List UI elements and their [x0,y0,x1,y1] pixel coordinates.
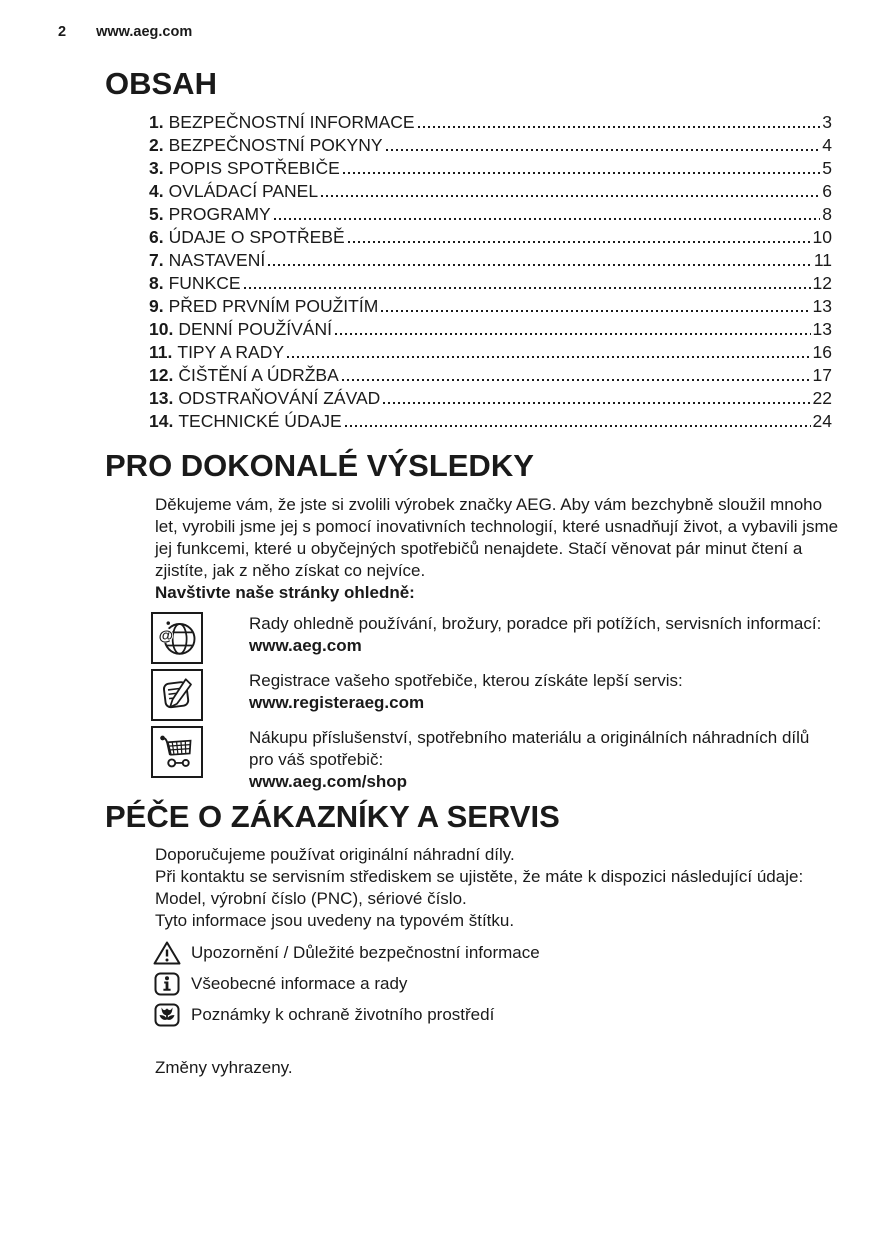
dotted-leader [335,333,811,335]
toc-page-number: 13 [812,296,832,316]
table-of-contents [149,112,832,434]
toc-page-number: 12 [812,273,832,293]
toc-title: OBSAH [105,66,217,101]
site-url: www.aeg.com [96,24,193,40]
legend-text: Všeobecné informace a rady [191,973,408,993]
website-links [151,612,832,793]
page-number: 2 [58,24,67,40]
intro-paragraph [155,494,839,604]
intro-text: Děkujeme vám, že jste si zvolili výrobek značky AEG. Aby vám bezchybně sloužil mnoho let, vyrobili jsme jej s pomocí inovativních technologií, které usnadňují život, a vybavili jsme jej funkcemi, které u obyčejných spotřebičů nenajdete. Stačí věnovat pár minut čtení a zjistíte, jak z něho získat co nejvíce. [155,495,839,580]
globe-at-icon [151,612,203,664]
toc-entry: 9. PŘED PRVNÍM POUŽITÍM 13 [149,296,832,316]
toc-page-number: 11 [813,250,832,270]
shopping-cart-icon [151,726,203,778]
rights-note: Změny vyhrazeny. [155,1058,293,1077]
toc-page-number: 3 [822,112,832,132]
toc-page-number: 16 [812,342,832,362]
customer-care-title: PÉČE O ZÁKAZNÍKY A SERVIS [105,799,560,834]
toc-page-number: 24 [812,411,832,431]
dotted-leader [418,126,821,128]
dotted-leader [348,241,811,243]
toc-entry: 3. POPIS SPOTŘEBIČE 5 [149,158,832,178]
toc-page-number: 8 [822,204,832,224]
toc-entry: 11. TIPY A RADY 16 [149,342,832,362]
symbol-legend [151,937,832,1030]
toc-page-number: 5 [822,158,832,178]
website-link-text: Rady ohledně používání, brožury, poradce při potížích, servisních informací: www.aeg.com [249,612,831,664]
svg-text:@: @ [158,628,174,645]
dotted-leader [244,287,811,289]
toc-page-number: 13 [812,319,832,339]
care-line: Doporučujeme používat originální náhradní díly. [155,845,515,864]
toc-entry: 4. OVLÁDACÍ PANEL 6 [149,181,832,201]
dotted-leader [268,264,812,266]
toc-page-number: 22 [812,388,832,408]
info-icon [151,972,183,996]
page-header [0,0,874,40]
dotted-leader [381,310,810,312]
legend-text: Upozornění / Důležité bezpečnostní informace [191,942,540,962]
website-link-row [151,726,832,793]
toc-entry: 14. TECHNICKÉ ÚDAJE 24 [149,411,832,431]
toc-entry: 6. ÚDAJE O SPOTŘEBĚ 10 [149,227,832,247]
toc-entry: 13. ODSTRAŇOVÁNÍ ZÁVAD 22 [149,388,832,408]
legend-row [151,937,832,968]
legend-row [151,999,832,1030]
toc-entry: 8. FUNKCE 12 [149,273,832,293]
dotted-leader [343,172,821,174]
visit-label: Navštivte naše stránky ohledně: [155,583,415,602]
website-link-text: Nákupu příslušenství, spotřebního materiálu a originálních náhradních dílů pro váš spotřebič: www.aeg.com/shop [249,726,831,793]
dotted-leader [342,379,811,381]
register-document-icon [151,669,203,721]
dotted-leader [386,149,821,151]
website-link-row [151,669,832,721]
dotted-leader [287,356,810,358]
customer-care-paragraph [155,844,845,932]
toc-page-number: 10 [812,227,832,247]
care-line: Tyto informace jsou uvedeny na typovém štítku. [155,911,515,930]
care-line: Při kontaktu se servisním střediskem se ujistěte, že máte k dispozici následující údaje: Model, výrobní číslo (PNC), sériové číslo. [155,867,804,908]
link-url: www.aeg.com/shop [249,772,408,791]
legend-row [151,968,832,999]
dotted-leader [345,425,811,427]
perfect-results-title: PRO DOKONALÉ VÝSLEDKY [105,448,534,483]
toc-page-number: 17 [812,365,832,385]
legend-text: Poznámky k ochraně životního prostředí [191,1004,495,1024]
warning-triangle-icon [151,940,183,966]
toc-entry: 5. PROGRAMY 8 [149,204,832,224]
link-url: www.registeraeg.com [249,693,425,712]
dotted-leader [274,218,821,220]
toc-entry: 7. NASTAVENÍ 11 [149,250,832,270]
dotted-leader [383,402,810,404]
toc-page-number: 4 [822,135,832,155]
toc-entry: 2. BEZPEČNOSTNÍ POKYNY 4 [149,135,832,155]
toc-page-number: 6 [822,181,832,201]
toc-entry: 12. ČIŠTĚNÍ A ÚDRŽBA 17 [149,365,832,385]
website-link-text: Registrace vašeho spotřebiče, kterou získáte lepší servis: www.registeraeg.com [249,669,831,721]
toc-entry: 1. BEZPEČNOSTNÍ INFORMACE 3 [149,112,832,132]
link-url: www.aeg.com [249,636,362,655]
environment-icon [151,1003,183,1027]
website-link-row [151,612,832,664]
dotted-leader [321,195,820,197]
toc-entry: 10. DENNÍ POUŽÍVÁNÍ 13 [149,319,832,339]
